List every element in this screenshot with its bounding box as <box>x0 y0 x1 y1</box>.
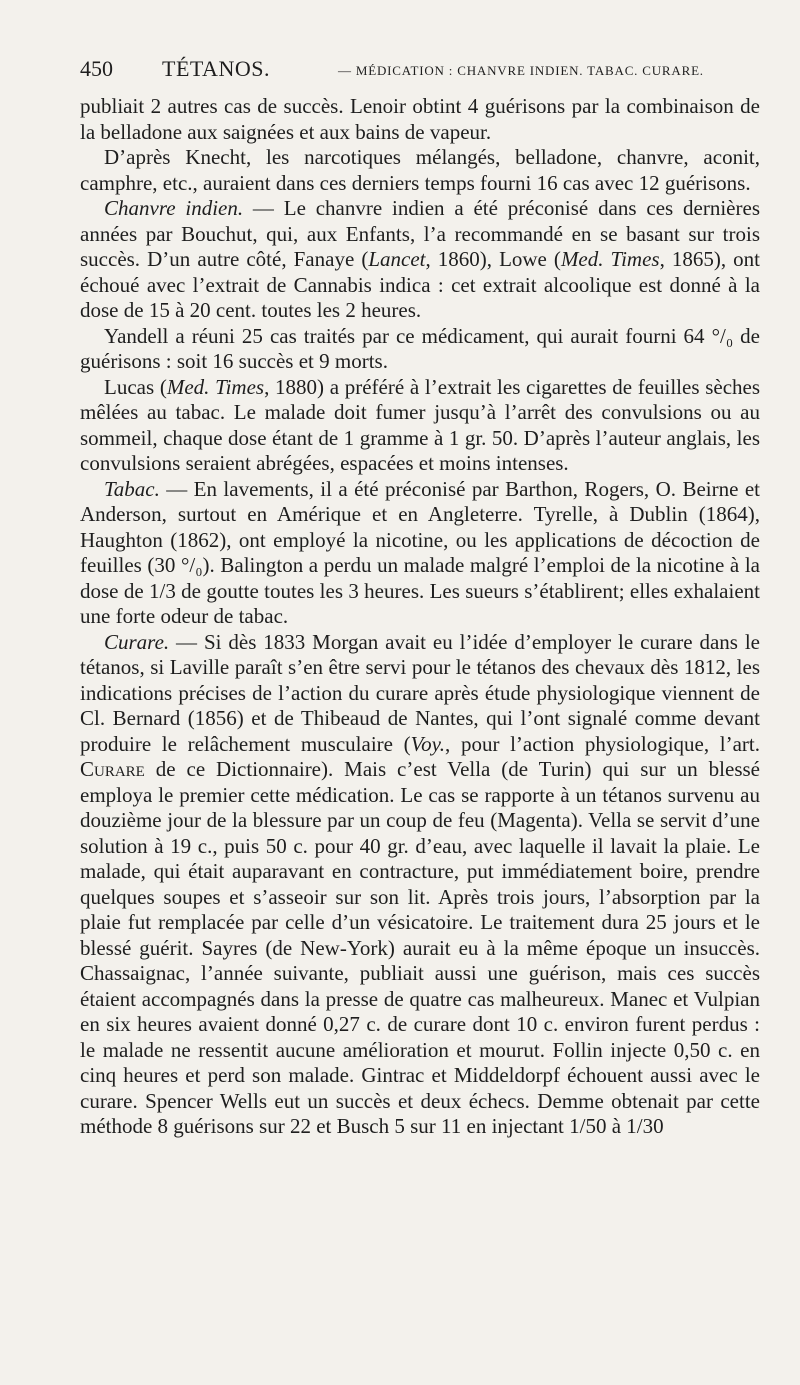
paragraph-text: de ce Dictionnaire). Mais c’est Vella (de Turin) qui sur un blessé employa le premier cette médication. Le cas se rapporte à un tétanos survenu au douzième jour de la blessure par un coup de feu (Magenta). Vella se servit d’une solution à 19 c., puis 50 c. pour 40 gr. d’eau, avec laquelle il lavait la plaie. Le malade, qui était auparavant en contracture, put immédiatement boire, prendre quelques soupes et s’asseoir sur son lit. Après trois jours, l’absorption par la plaie fut remplacée par celle d’un vésicatoire. Le traitement dura 25 jours et le blessé guérit. Sayres (de New-York) aurait eu à la même époque un insuccès. Chassaignac, l’année suivante, publiait aussi une guérison, mais ces succès étaient accompagnés dans la presse de quatre cas malheureux. Manec et Vulpian en six heures avaient donné 0,27 c. de curare dont 10 c. environ furent perdus : le malade ne ressentit aucune amélioration et mourut. Follin injecte 0,50 c. en cinq heures et perd son malade. Gintrac et Middeldorpf échouent aussi avec le curare. Spencer Wells eut un succès et deux échecs. Demme obtenait par cette méthode 8 guérisons sur 22 et Busch 5 sur 11 en injectant 1/50 à 1/30 <box>80 757 760 1138</box>
body-text <box>80 94 760 1140</box>
paragraph-lucas <box>80 375 760 477</box>
paragraph-text: , 1865), ont échoué avec l’extrait de Cannabis indica : cet extrait alcoolique est donné à la dose de 15 à 20 cent. toutes les 2 heures. <box>80 247 761 322</box>
citation-ref: Med. Times <box>560 247 660 271</box>
paragraph-text: — En lavements, il a été préconisé par Barthon, Rogers, O. Beirne et Anderson, surtout en Amérique et en Angleterre. Tyrelle, à Dublin (1864), Haughton (1862), ont employé la nicotine, ou les applications de décoction de feuilles (30 °/₀). Balington a perdu un malade malgré l’emploi de la nicotine à la dose de 1/3 de goutte toutes les 3 heures. Les sueurs s’établirent; elles exhalaient une forte odeur de tabac. <box>80 476 760 628</box>
citation-ref: Med. Times <box>166 374 265 399</box>
page-number: 450 <box>80 56 113 81</box>
section-lead-tabac: Tabac. <box>104 476 160 501</box>
paragraph-text: Lucas ( <box>104 374 167 399</box>
running-subtitle: — MÉDICATION : CHANVRE INDIEN. TABAC. CURARE. <box>338 63 704 78</box>
paragraph-chanvre-indien <box>80 196 760 324</box>
running-title: TÉTANOS. <box>162 56 270 81</box>
paragraph-curare <box>80 630 760 1140</box>
dictionary-entry-ref: Curare <box>80 757 145 781</box>
paragraph-tabac <box>80 477 760 630</box>
paragraph-knecht: D’après Knecht, les narcotiques mélangés, belladone, chanvre, aconit, camphre, etc., auraient dans ces derniers temps fourni 16 cas avec 12 guérisons. <box>80 145 760 195</box>
paragraph-text: — Le chanvre indien a été préconisé dans ces dernières années par Bouchut, qui, aux Enfants, l’a recommandé en se basant sur trois succès. D’un autre côté, Fanaye ( <box>80 196 760 271</box>
citation-ref: Lancet <box>368 247 426 271</box>
citation-ref: Voy. <box>410 731 446 756</box>
section-lead-chanvre: Chanvre indien. <box>104 196 244 220</box>
paragraph-text: , 1860), Lowe ( <box>425 247 561 271</box>
paragraph-text: — Si dès 1833 Morgan avait eu l’idée d’employer le curare dans le tétanos, si Laville paraît s’en être servi pour le tétanos des chevaux dès 1812, les indications précises de l’action du curare après étude physiologique viennent de Cl. Bernard (1856) et de Thibeaud de Nantes, qui l’ont signalé comme devant produire le relâchement musculaire ( <box>80 629 760 756</box>
paragraph-yandell: Yandell a réuni 25 cas traités par ce médicament, qui aurait fourni 64 °/₀ de guérisons : soit 16 succès et 9 morts. <box>80 323 760 373</box>
section-lead-curare: Curare. <box>104 629 170 654</box>
paragraph-text: , pour l’action physiologique, l’art. <box>445 731 760 756</box>
paragraph-continuation: publiait 2 autres cas de succès. Lenoir obtint 4 guérisons par la combinaison de la belladone aux saignées et aux bains de vapeur. <box>80 94 760 144</box>
paragraph-text: , 1880) a préféré à l’extrait les cigarettes de feuilles sèches mêlées au tabac. Le malade doit fumer jusqu’à l’arrêt des convulsions ou au sommeil, chaque dose étant de 1 gramme à 1 gr. 50. D’après l’auteur anglais, les convulsions seraient abrégées, espacées et moins intenses. <box>80 374 761 475</box>
page-header <box>80 56 760 92</box>
